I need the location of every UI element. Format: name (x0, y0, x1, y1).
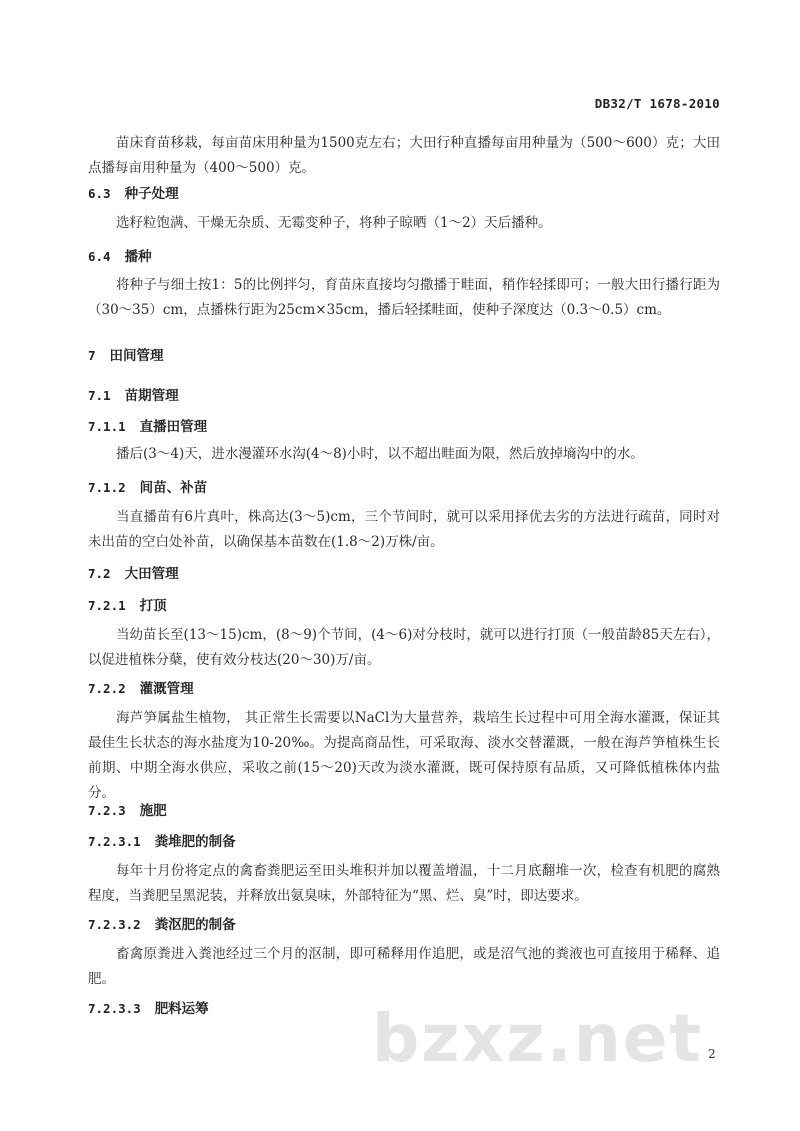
section-heading-7-1-1 (88, 415, 207, 435)
page-number: 2 (708, 1047, 716, 1061)
paragraph-seed-treatment: 选籽粒饱满、干燥无杂质、无霉变种子，将种子晾晒（1～2）天后播种。 (116, 215, 552, 231)
section-number: 7.2.2 (88, 681, 126, 696)
section-number: 7.2 (88, 566, 111, 581)
section-title: 大田管理 (124, 566, 179, 582)
section-title: 直播田管理 (139, 419, 208, 435)
section-heading-7-2 (88, 562, 179, 582)
section-number: 7.2.1 (88, 598, 126, 613)
section-heading-7-2-3-1 (88, 830, 236, 850)
section-title: 肥料运筹 (154, 1001, 209, 1017)
paragraph-topping: 当幼苗长至(13～15)cm，(8～9)个节间，(4～6)对分枝时，就可以进行打顶（一般苗龄85天左右），以促进植株分蘖，使有效分枝达(20～30)万/亩。 (88, 627, 720, 668)
section-title: 间苗、补苗 (139, 480, 208, 496)
section-title: 苗期管理 (124, 388, 179, 404)
paragraph-thinning: 当直播苗有6片真叶，株高达(3～5)cm，三个节间时，就可以采用择优去劣的方法进行疏苗，同时对未出苗的空白处补苗，以确保基本苗数在(1.8～2)万株/亩。 (88, 509, 720, 550)
section-number: 6.4 (88, 249, 111, 264)
section-heading-6-3 (88, 182, 179, 202)
section-heading-7-2-1 (88, 594, 167, 614)
section-number: 7.1 (88, 388, 111, 403)
section-number: 7 (88, 348, 96, 363)
section-number: 7.1.1 (88, 419, 126, 434)
section-heading-7-1 (88, 384, 179, 404)
section-number: 6.3 (88, 186, 111, 201)
section-heading-7-2-3-3 (88, 997, 209, 1017)
section-title: 种子处理 (124, 186, 179, 202)
section-number: 7.1.2 (88, 480, 126, 495)
paragraph-compost: 每年十月份将定点的禽畜粪肥运至田头堆积并加以覆盖增温，十二月底翻堆一次，检查有机肥的腐熟程度，当粪肥呈黑泥装，并释放出氨臭味，外部特征为“黑、烂、臭”时，即达要求。 (88, 863, 720, 904)
paragraph-irrigation: 海芦笋属盐生植物， 其正常生长需要以NaCl为大量营养，栽培生长过程中可用全海水灌溉，保证其最佳生长状态的海水盐度为10-20‰。为提高商品性，可采取海、淡水交替灌溉，一般在海芦笋植株生长前期、中期全海水供应，采收之前(15～20)天改为淡水灌溉，既可保持原有品质，又可降低植株体内盐分。 (88, 710, 720, 801)
section-number: 7.2.3 (88, 803, 126, 818)
watermark: bzxz.net (372, 1000, 704, 1077)
section-title: 施肥 (139, 803, 167, 819)
section-title: 田间管理 (109, 348, 164, 364)
section-heading-7-1-2 (88, 476, 207, 496)
section-title: 播种 (124, 249, 152, 265)
paragraph-sowing: 将种子与细土按1：5的比例拌匀，育苗床直接均匀撒播于畦面，稍作轻揉即可；一般大田行播行距为（30～35）cm，点播株行距为25cm×35cm，播后轻揉畦面，使种子深度达（0.3～0.5）cm。 (88, 277, 720, 318)
section-number: 7.2.3.2 (88, 917, 141, 932)
paragraph-seed-amount: 苗床育苗移栽，每亩苗床用种量为1500克左右；大田行种直播每亩用种量为（500～600）克；大田点播每亩用种量为（400～500）克。 (88, 135, 720, 176)
section-title: 粪沤肥的制备 (154, 917, 236, 933)
section-title: 打顶 (139, 598, 167, 614)
section-title: 粪堆肥的制备 (154, 834, 236, 850)
section-title: 灌溉管理 (139, 681, 194, 697)
section-heading-7 (88, 344, 164, 364)
section-heading-7-2-3-2 (88, 913, 236, 933)
section-heading-6-4 (88, 245, 152, 265)
section-heading-7-2-3 (88, 799, 167, 819)
document-code: DB32/T 1678-2010 (594, 96, 720, 111)
section-heading-7-2-2 (88, 677, 194, 697)
section-number: 7.2.3.1 (88, 834, 141, 849)
paragraph-direct-seeding: 播后(3～4)天，进水漫灌环水沟(4～8)小时，以不超出畦面为限，然后放掉墒沟中的水。 (116, 446, 644, 462)
section-number: 7.2.3.3 (88, 1001, 141, 1016)
paragraph-retting-manure: 畜禽原粪进入粪池经过三个月的沤制，即可稀释用作追肥，或是沼气池的粪液也可直接用于稀释、追肥。 (88, 946, 720, 987)
